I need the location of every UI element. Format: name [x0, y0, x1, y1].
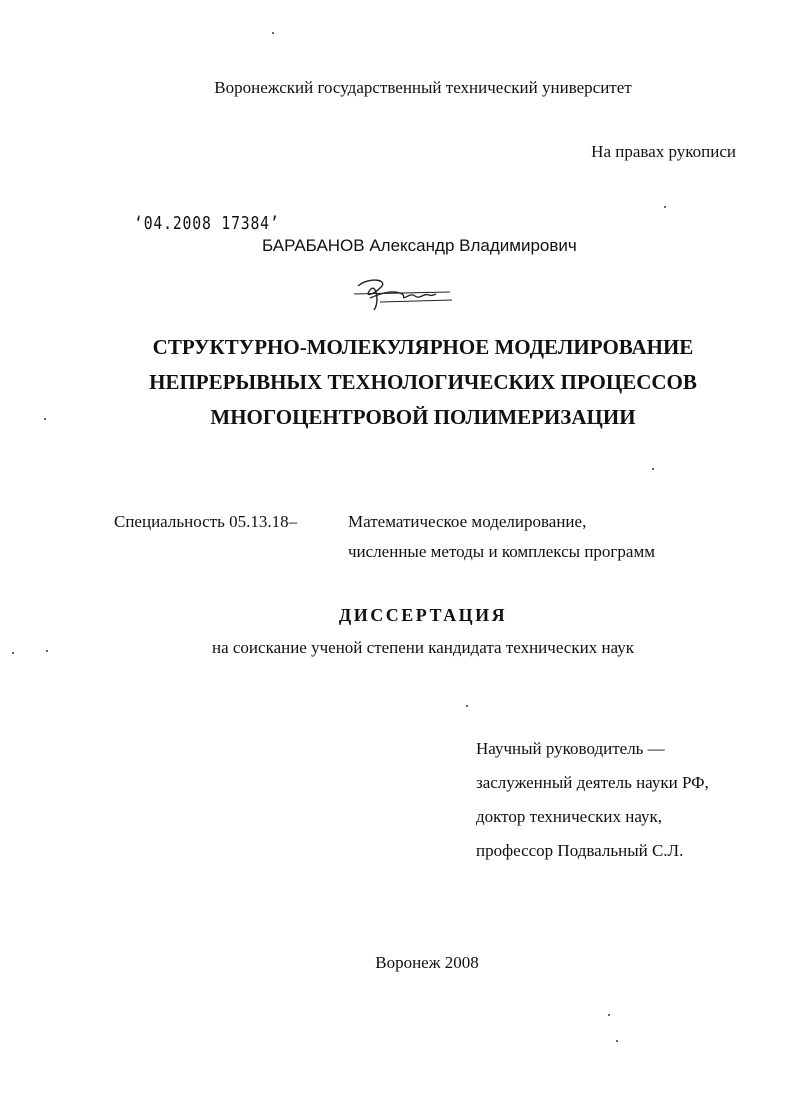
- scan-speck: [466, 705, 468, 707]
- specialty-value-line-2: численные методы и комплексы программ: [348, 542, 655, 561]
- scan-speck: [664, 206, 666, 208]
- title-line: МНОГОЦЕНТРОВОЙ ПОЛИМЕРИЗАЦИИ: [210, 405, 636, 429]
- advisor-block: [476, 732, 709, 868]
- dissertation-title: [0, 330, 798, 435]
- specialty-value-line-1: Математическое моделирование,: [348, 512, 587, 531]
- scan-speck: [46, 650, 48, 652]
- scan-speck: [44, 418, 46, 420]
- library-stamp: ‘04.2008 17384’: [134, 213, 280, 234]
- scan-speck: [652, 468, 654, 470]
- author-signature: [350, 272, 460, 312]
- work-type-heading: ДИССЕРТАЦИЯ: [338, 605, 508, 625]
- title-line: СТРУКТУРНО-МОЛЕКУЛЯРНОЕ МОДЕЛИРОВАНИЕ: [152, 335, 694, 359]
- scan-speck: [616, 1040, 618, 1042]
- advisor-line: профессор Подвальный С.Л.: [476, 841, 684, 860]
- advisor-line: Научный руководитель —: [476, 739, 665, 758]
- scan-speck: [608, 1014, 610, 1016]
- advisor-line: заслуженный деятель науки РФ,: [476, 773, 709, 792]
- university-name: Воронежский государственный технический университет: [214, 78, 632, 97]
- scan-speck: [12, 652, 14, 654]
- author-name: БАРАБАНОВ Александр Владимирович: [262, 236, 577, 255]
- title-line: НЕПРЕРЫВНЫХ ТЕХНОЛОГИЧЕСКИХ ПРОЦЕССОВ: [149, 370, 697, 394]
- rights-notice: На правах рукописи: [591, 142, 736, 161]
- advisor-line: доктор технических наук,: [476, 807, 663, 826]
- specialty-label: Специальность 05.13.18–: [114, 512, 298, 531]
- scan-speck: [272, 32, 274, 34]
- degree-statement: на соискание ученой степени кандидата технических наук: [211, 638, 634, 657]
- city-year: Воронеж 2008: [375, 953, 479, 972]
